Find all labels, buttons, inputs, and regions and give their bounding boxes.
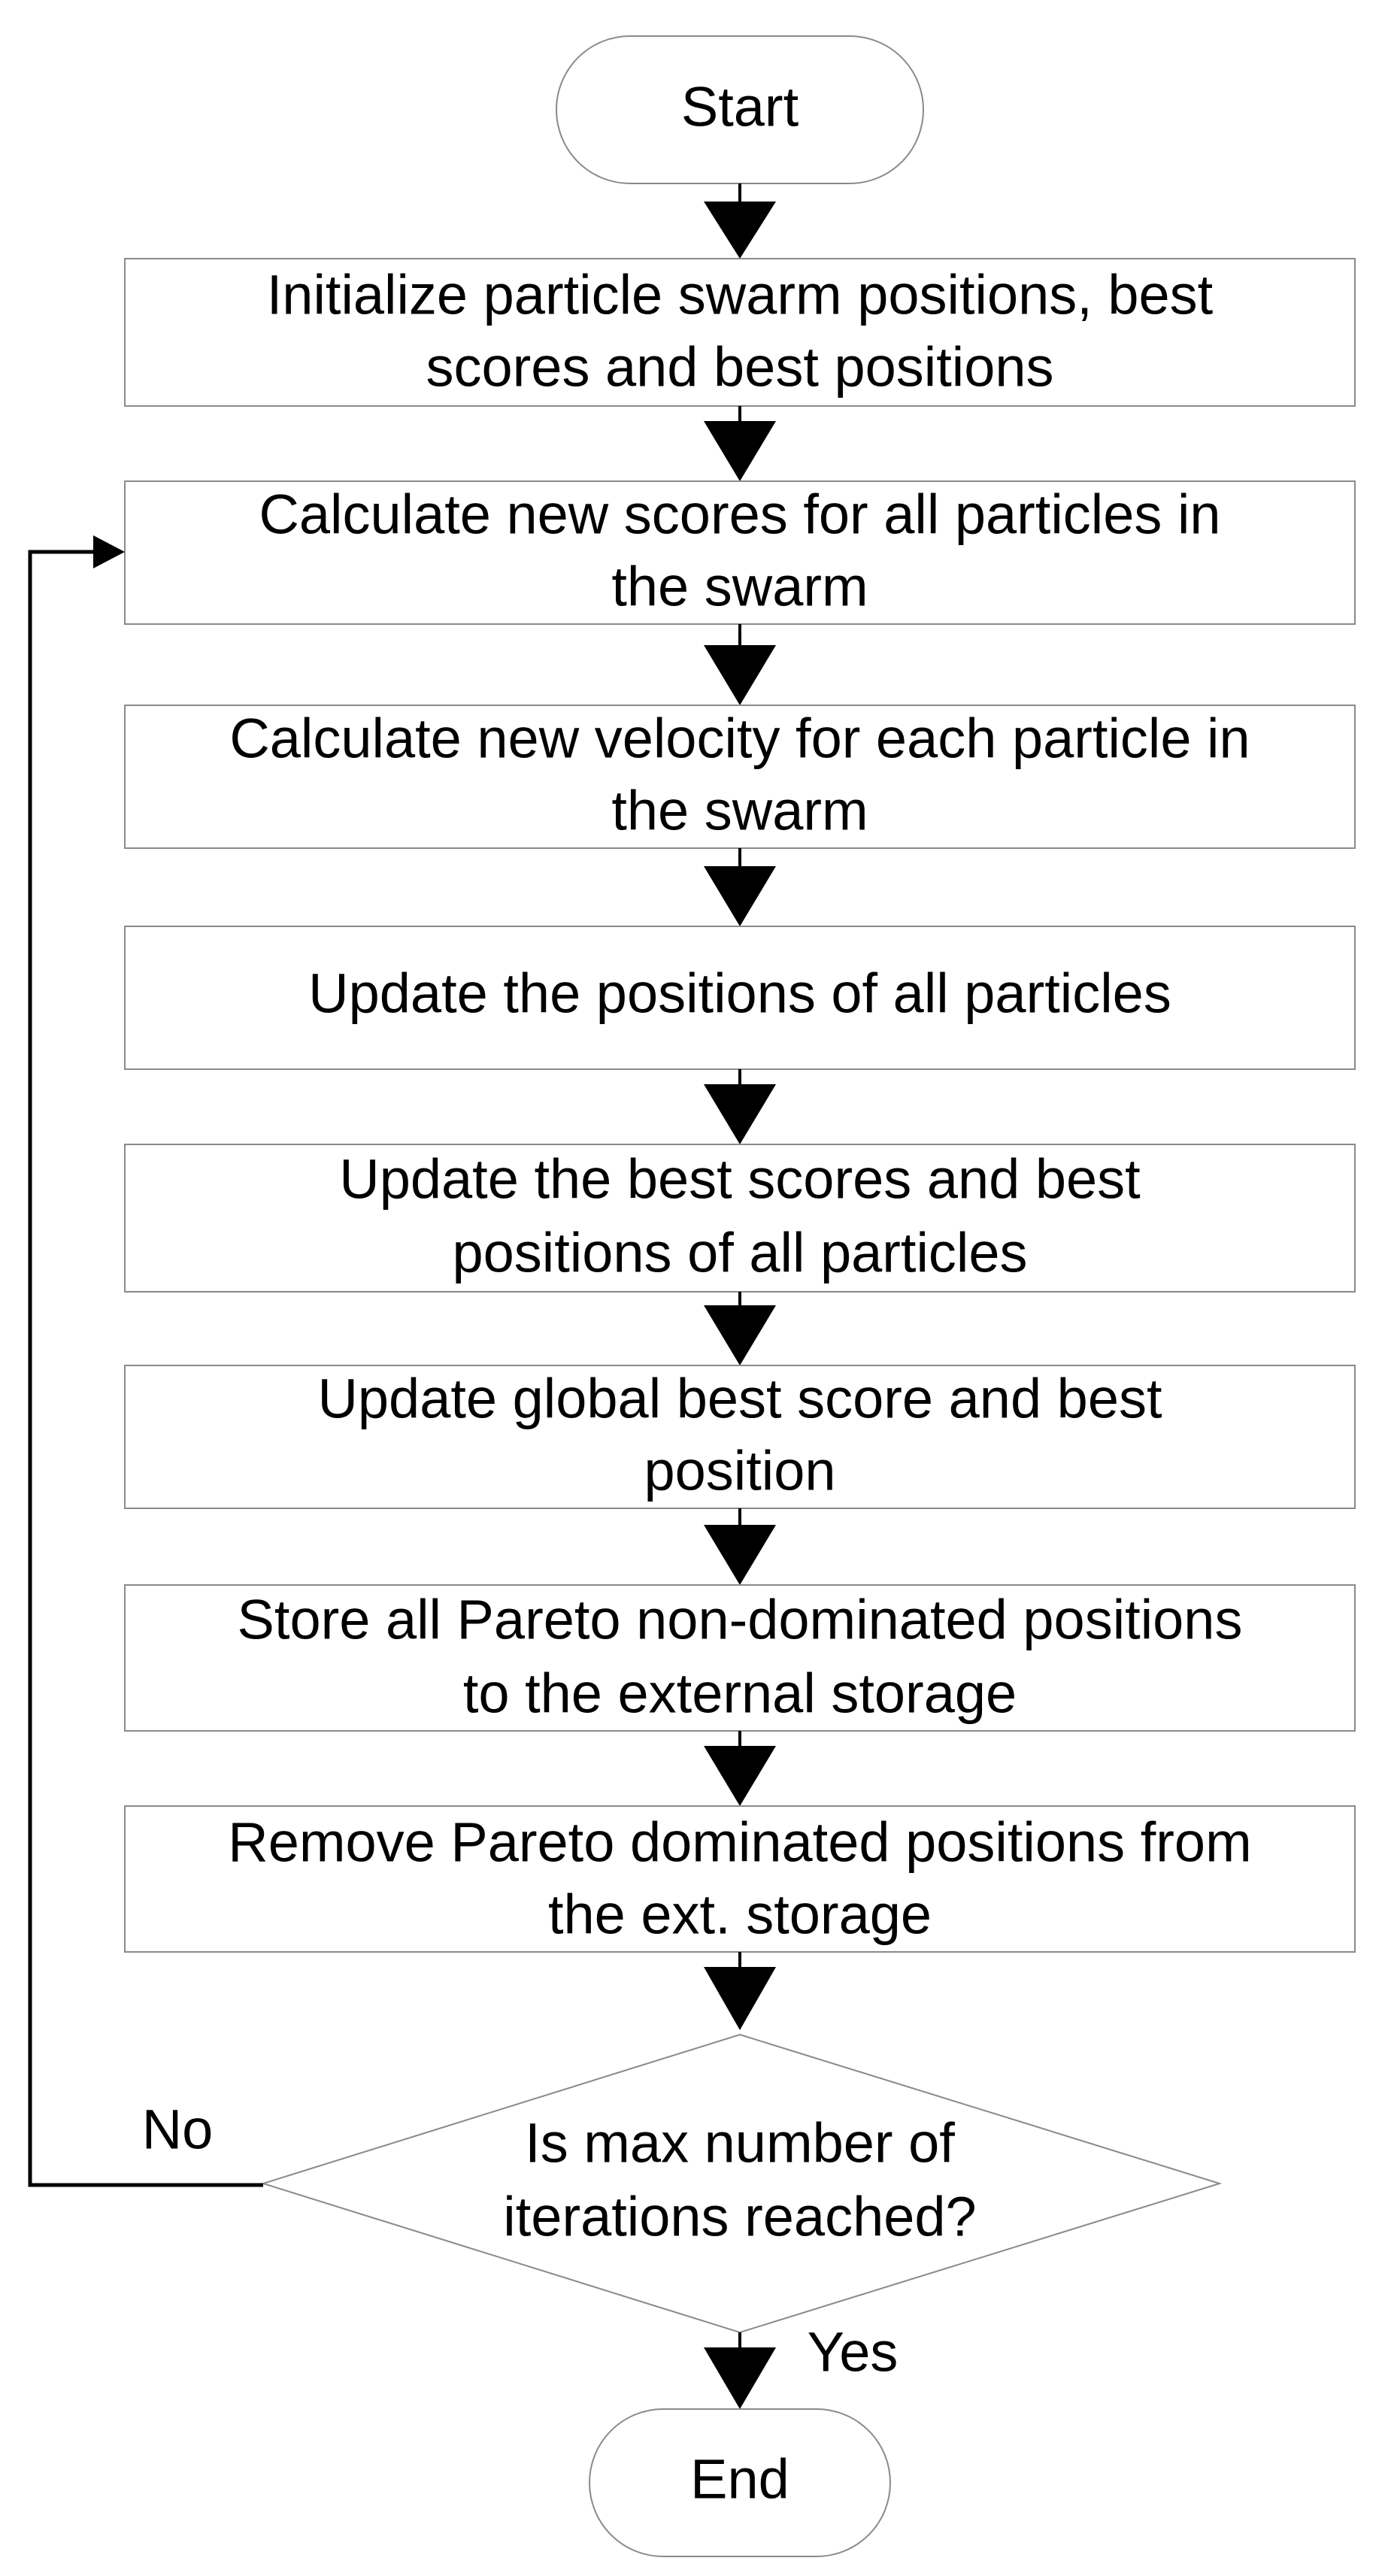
step-update-global	[125, 1365, 1355, 1508]
yes-label: Yes	[807, 2320, 899, 2384]
step-calculate-velocity	[125, 705, 1355, 848]
step-update-best-line-1: Update the best scores and best	[339, 1147, 1141, 1211]
arrow-start-to-step-1	[704, 183, 776, 259]
arrow-step-4-to-step-5	[704, 1069, 776, 1144]
arrow-step-1-to-step-2	[704, 406, 776, 481]
step-calculate-velocity-line-2: the swarm	[611, 779, 868, 842]
step-calculate-scores-line-2: the swarm	[611, 555, 868, 618]
step-initialize-line-1: Initialize particle swarm positions, best	[266, 263, 1214, 326]
arrow-step-3-to-step-4	[704, 848, 776, 926]
start-node	[556, 36, 923, 183]
decision-line-2: iterations reached?	[503, 2185, 977, 2248]
step-store-pareto-line-2: to the external storage	[462, 1662, 1017, 1725]
arrow-step-6-to-step-7	[704, 1508, 776, 1585]
arrow-step-8-to-decision	[704, 1952, 776, 2030]
step-initialize-line-2: scores and best positions	[426, 335, 1054, 399]
arrow-step-7-to-step-8	[704, 1731, 776, 1806]
end-label: End	[690, 2447, 789, 2511]
step-remove-pareto	[125, 1806, 1355, 1952]
step-calculate-scores-line-1: Calculate new scores for all particles in	[259, 483, 1221, 546]
decision-line-1: Is max number of	[525, 2111, 955, 2174]
step-update-positions-line-1: Update the positions of all particles	[308, 962, 1171, 1025]
arrow-decision-to-end	[704, 2332, 776, 2409]
step-store-pareto-line-1: Store all Pareto non-dominated positions	[237, 1588, 1243, 1651]
arrow-step-5-to-step-6	[704, 1292, 776, 1365]
step-initialize	[125, 259, 1355, 406]
step-calculate-scores	[125, 481, 1355, 624]
step-remove-pareto-line-1: Remove Pareto dominated positions from	[228, 1811, 1252, 1874]
arrow-step-2-to-step-3	[704, 624, 776, 705]
step-update-global-line-1: Update global best score and best	[317, 1367, 1162, 1430]
start-label: Start	[680, 75, 799, 138]
step-store-pareto	[125, 1585, 1355, 1731]
step-remove-pareto-line-2: the ext. storage	[547, 1883, 932, 1946]
step-calculate-velocity-line-1: Calculate new velocity for each particle in	[229, 707, 1250, 770]
end-node	[589, 2409, 890, 2556]
step-update-best-line-2: positions of all particles	[452, 1221, 1028, 1284]
step-update-best	[125, 1144, 1355, 1292]
step-update-global-line-2: position	[644, 1439, 836, 1502]
step-update-positions	[125, 926, 1355, 1069]
decision-max-iterations	[263, 2035, 1220, 2332]
no-label: No	[141, 2098, 214, 2161]
